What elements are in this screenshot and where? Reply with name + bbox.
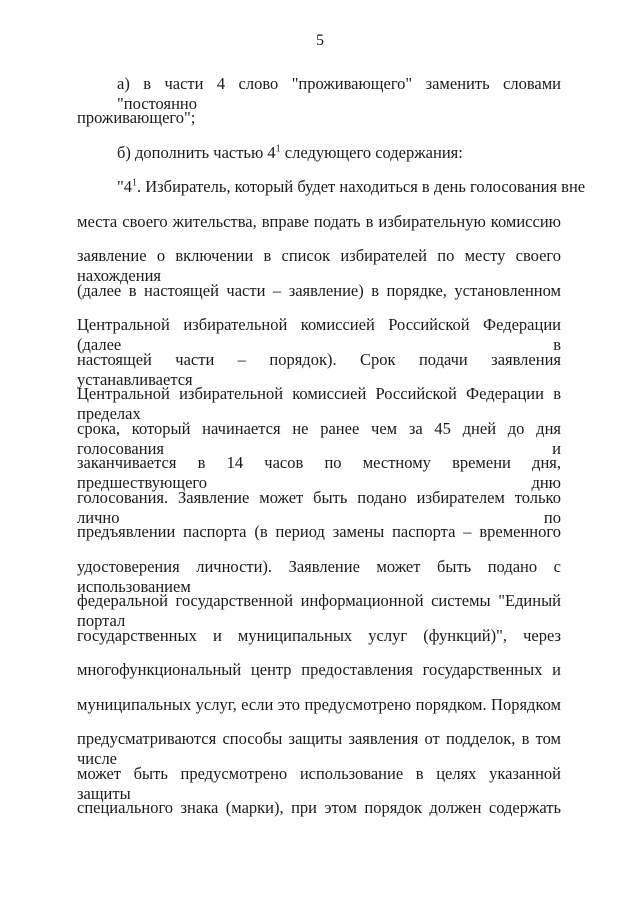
text-line-8: Центральной избирательной комиссией Российской Федерации (далее в (77, 315, 561, 354)
text-line-3-end: следующего содержания: (284, 143, 463, 162)
text-line-20: предусматриваются способы защиты заявления от подделок, в том числе (77, 729, 561, 768)
text-line-7: (далее в настоящей части – заявление) в порядке, установленном (77, 281, 561, 300)
text-line-3 (117, 143, 561, 163)
text-line-22: специального знака (марки), при этом порядок должен содержать (77, 798, 561, 817)
text-line-5: места своего жительства, вправе подать в избирательную комиссию (77, 212, 561, 231)
text-line-4 (117, 177, 586, 197)
text-line-11: срока, который начинается не ранее чем за 45 дней до дня голосования и (77, 419, 561, 458)
text-line-6: заявление о включении в список избирателей по месту своего нахождения (77, 246, 561, 285)
text-line-13: голосования. Заявление может быть подано избирателем только лично по (77, 488, 561, 527)
superscript-1: 1 (275, 143, 281, 155)
text-line-1: а) в части 4 слово "проживающего" заменить словами "постоянно (117, 74, 561, 113)
text-line-14: предъявлении паспорта (в период замены паспорта – временного (77, 522, 561, 541)
text-line-19: муниципальных услуг, если это предусмотрено порядком. Порядком (77, 695, 561, 714)
text-line-2: проживающего"; (77, 108, 196, 127)
text-line-15: удостоверения личности). Заявление может быть подано с использованием (77, 557, 561, 596)
superscript-2: 1 (132, 177, 137, 189)
text-line-16: федеральной государственной информационной системы "Единый портал (77, 591, 561, 630)
text-line-21: может быть предусмотрено использование в целях указанной защиты (77, 764, 561, 803)
text-line-10: Центральной избирательной комиссией Российской Федерации в пределах (77, 384, 561, 423)
text-line-9: настоящей части – порядок). Срок подачи заявления устанавливается (77, 350, 561, 389)
text-line-17: государственных и муниципальных услуг (функций)", через (77, 626, 561, 645)
text-line-3-start: б) дополнить частью 4 (117, 143, 276, 162)
text-line-12: заканчивается в 14 часов по местному времени дня, предшествующего дню (77, 453, 561, 492)
text-line-4-start: "4 (117, 177, 132, 196)
page-number: 5 (316, 32, 324, 49)
text-line-18: многофункциональный центр предоставления государственных и (77, 660, 561, 679)
text-line-4-end: . Избиратель, который будет находиться в день голосования вне (137, 177, 586, 196)
